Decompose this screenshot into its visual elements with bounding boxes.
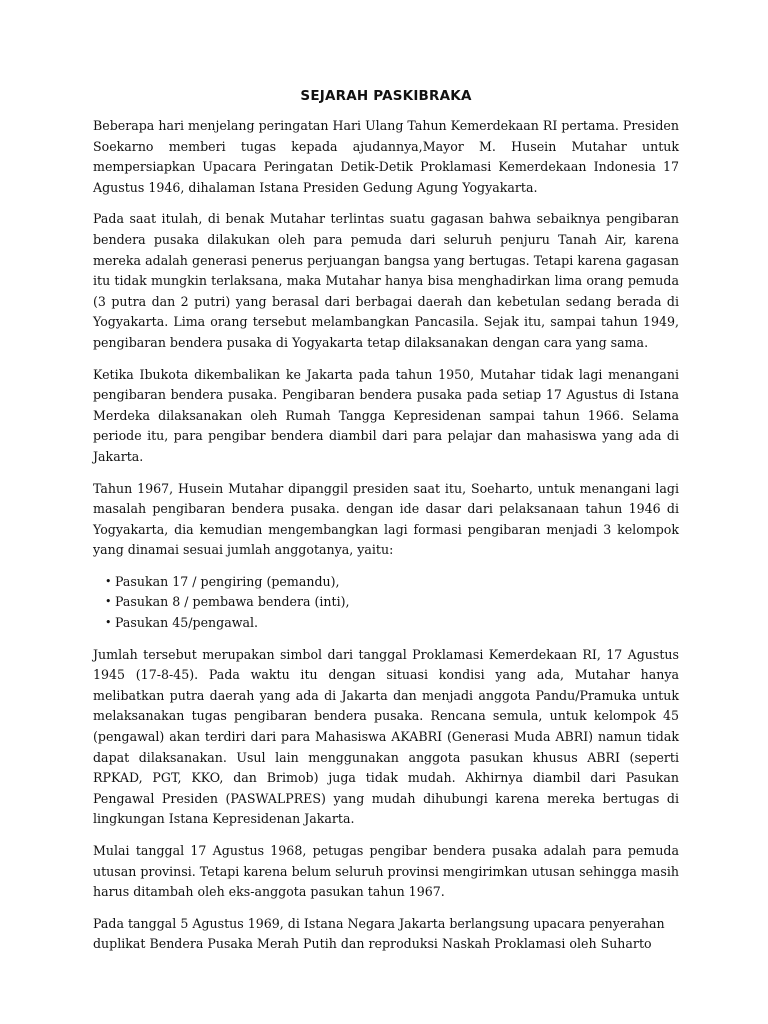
document-title: SEJARAH PASKIBRAKA <box>300 88 472 104</box>
document-page <box>93 86 679 966</box>
paragraph-6: Mulai tanggal 17 Agustus 1968, petugas pengibar bendera pusaka adalah para pemuda utusan provinsi. Tetapi karena belum seluruh provinsi mengirimkan utusan sehingga masih harus ditambah oleh eks-anggota pasukan tahun 1967. <box>93 843 679 900</box>
list-item-text: Pasukan 45/pengawal. <box>115 615 259 631</box>
paragraph-3: Ketika Ibukota dikembalikan ke Jakarta pada tahun 1950, Mutahar tidak lagi menangani pengibaran bendera pusaka. Pengibaran bendera pusaka pada setiap 17 Agustus di Istana Merdeka dilaksanakan oleh Rumah Tangga Kepresidenan sampai tahun 1966. Selama periode itu, para pengibar bendera diambil dari para pelajar dan mahasiswa yang ada di Jakarta. <box>93 366 679 464</box>
list-item <box>105 592 679 613</box>
list-item <box>105 613 679 634</box>
bullet-icon: • <box>105 595 112 609</box>
bullet-icon: • <box>105 574 112 588</box>
paragraph-1: Beberapa hari menjelang peringatan Hari Ulang Tahun Kemerdekaan RI pertama. Presiden Soekarno memberi tugas kepada ajudannya,Mayor M. Husein Mutahar untuk mempersiapkan Upacara Peringatan Detik-Detik Proklamasi Kemerdekaan Indonesia 17 Agustus 1946, dihalaman Istana Presiden Gedung Agung Yogyakarta. <box>93 118 679 195</box>
paragraph-2: Pada saat itulah, di benak Mutahar terlintas suatu gagasan bahwa sebaiknya pengibaran bendera pusaka dilakukan oleh para pemuda dari seluruh penjuru Tanah Air, karena mereka adalah generasi penerus perjuangan bangsa yang bertugas. Tetapi karena gagasan itu tidak mungkin terlaksana, maka Mutahar hanya bisa menghadirkan lima orang pemuda (3 putra dan 2 putri) yang berasal dari berbagai daerah dan kebetulan sedang berada di Yogyakarta. Lima orang tersebut melambangkan Pancasila. Sejak itu, sampai tahun 1949, pengibaran bendera pusaka di Yogyakarta tetap dilaksanakan dengan cara yang sama. <box>93 211 679 350</box>
list-item-text: Pasukan 8 / pembawa bendera (inti), <box>115 594 350 610</box>
formation-list <box>93 572 679 634</box>
paragraph-4: Tahun 1967, Husein Mutahar dipanggil presiden saat itu, Soeharto, untuk menangani lagi masalah pengibaran bendera pusaka. dengan ide dasar dari pelaksanaan tahun 1946 di Yogyakarta, dia kemudian mengembangkan lagi formasi pengibaran menjadi 3 kelompok yang dinamai sesuai jumlah anggotanya, yaitu: <box>93 480 679 558</box>
paragraph-7: Pada tanggal 5 Agustus 1969, di Istana Negara Jakarta berlangsung upacara penyerahan duplikat Bendera Pusaka Merah Putih dan reproduksi Naskah Proklamasi oleh Suharto <box>93 915 665 952</box>
bullet-icon: • <box>105 616 112 630</box>
paragraph-5: Jumlah tersebut merupakan simbol dari tanggal Proklamasi Kemerdekaan RI, 17 Agustus 1945 (17-8-45). Pada waktu itu dengan situasi kondisi yang ada, Mutahar hanya melibatkan putra daerah yang ada di Jakarta dan menjadi anggota Pandu/Pramuka untuk melaksanakan tugas pengibaran bendera pusaka. Rencana semula, untuk kelompok 45 (pengawal) akan terdiri dari para Mahasiswa AKABRI (Generasi Muda ABRI) namun tidak dapat dilaksanakan. Usul lain menggunakan anggota pasukan khusus ABRI (seperti RPKAD, PGT, KKO, dan Brimob) juga tidak mudah. Akhirnya diambil dari Pasukan Pengawal Presiden (PASWALPRES) yang mudah dihubungi karena mereka bertugas di lingkungan Istana Kepresidenan Jakarta. <box>93 646 679 827</box>
list-item-text: Pasukan 17 / pengiring (pemandu), <box>115 573 340 589</box>
list-item <box>105 572 679 593</box>
